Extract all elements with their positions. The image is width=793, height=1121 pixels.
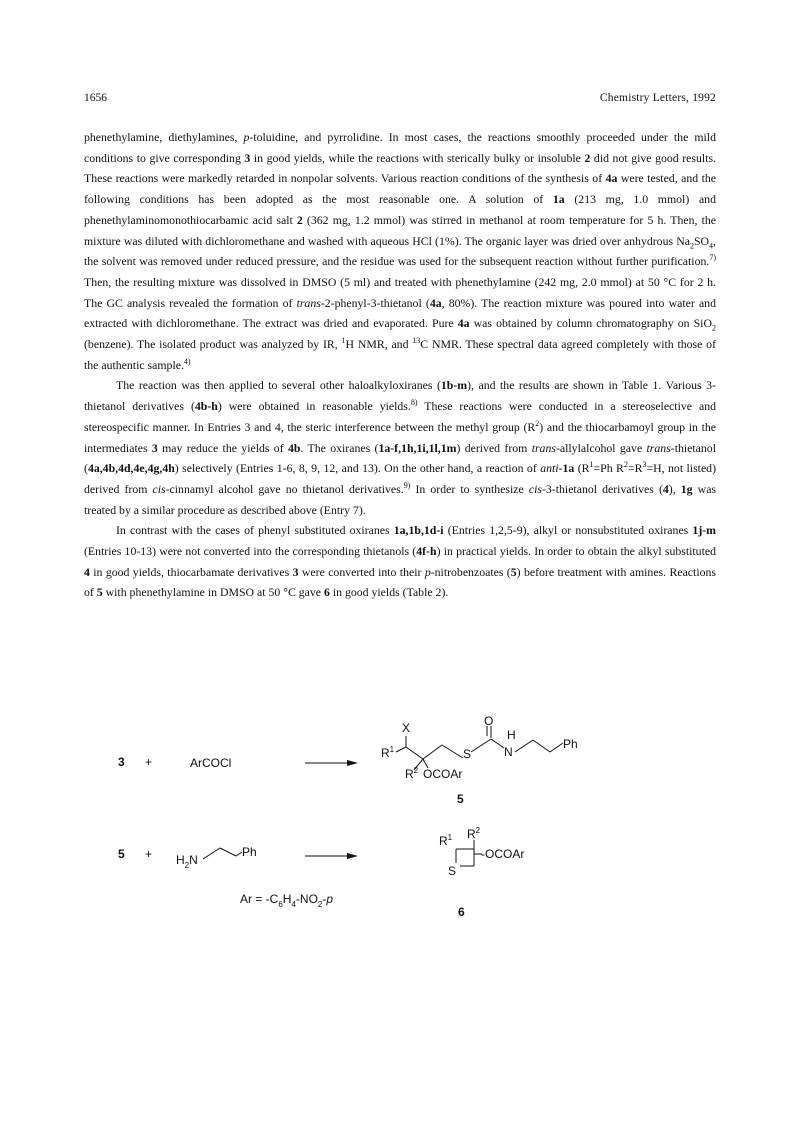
- text-run: 3: [151, 440, 158, 455]
- p6-r1: $R^1$: [439, 833, 453, 848]
- product-6-label: 6: [458, 905, 465, 919]
- text-run: -2-phenyl-3-thietanol (: [320, 295, 430, 310]
- text-run: 9): [403, 481, 411, 491]
- p5-x: X: [402, 721, 411, 735]
- product-5-structure: [381, 714, 578, 781]
- text-run: (362 mg, 1.2 mmol) was stirred in methanol at room temperature for 5 h. Then, the mixture was diluted with dichloromethane and washed with aqueous HCl (1%). The organic layer was dried over anhydrous Na: [84, 212, 716, 248]
- p5-r2: $R^2$: [405, 766, 419, 781]
- text-run: -thietanol (: [84, 440, 716, 476]
- text-run: ) selectively (Entries 1-6, 8, 9, 12, and 13). On the other hand, a reaction of: [174, 461, 541, 476]
- text-run: trans: [296, 295, 321, 310]
- scheme-r1-arrow: [305, 760, 358, 766]
- text-run: 2: [584, 150, 591, 165]
- text-run: (R: [574, 461, 590, 476]
- scheme-r2-reactant-5: 5: [118, 847, 125, 861]
- text-run: cis: [152, 481, 166, 496]
- text-run: ) in practical yields. In order to obtain the alkyl substituted: [436, 544, 716, 559]
- text-run: -allylalcohol gave: [555, 440, 647, 455]
- text-run: cis: [528, 481, 542, 496]
- text-run: 1a: [562, 461, 575, 476]
- amine-ph: Ph: [242, 845, 257, 859]
- text-run: 1b-m: [440, 378, 468, 393]
- text-run: =Ph R: [593, 461, 624, 476]
- text-run: . The oxiranes (: [300, 440, 379, 455]
- text-run: =R: [627, 461, 643, 476]
- text-run: 4: [709, 240, 714, 250]
- text-run: 4: [84, 564, 90, 579]
- scheme-r1-plus: +: [145, 755, 153, 769]
- text-run: 4: [662, 481, 669, 496]
- text-run: were converted into their: [298, 564, 425, 579]
- product-5-label: 5: [457, 792, 464, 806]
- text-run: -toluidine, and pyrrolidine. In most cases, the reactions smoothly proceeded under the mild conditions to give corresponding: [84, 130, 716, 165]
- p5-ocoar: OCOAr: [423, 767, 463, 781]
- text-run: (Entries 10-13) were not converted into the corresponding thietanols (: [84, 544, 417, 559]
- text-run: 1: [341, 336, 346, 346]
- text-run: -: [558, 461, 563, 476]
- text-run: 2: [623, 460, 628, 470]
- text-run: In contrast with the cases of phenyl substituted oxiranes: [116, 523, 394, 538]
- text-run: (213 mg, 1.0 mmol) and phenethylaminomonothiocarbamic acid salt: [84, 192, 716, 227]
- text-run: 3: [244, 150, 251, 165]
- text-run: SO: [693, 233, 710, 248]
- text-run: may reduce the yields of: [157, 440, 288, 455]
- p5-o: O: [484, 714, 494, 728]
- text-run: =H, not listed) derived from: [84, 461, 717, 496]
- text-run: p: [424, 564, 431, 579]
- text-run: in good yields, while the reactions with sterically bulky or insoluble: [250, 150, 585, 165]
- text-run: -cinnamyl alcohol gave no thietanol derivatives.: [165, 481, 404, 496]
- text-run: -3-thietanol derivatives (: [541, 481, 663, 496]
- scheme-r1-arcocl: ArCOCl: [190, 756, 232, 770]
- text-run: The reaction was then applied to several other haloalkyloxiranes (: [116, 378, 441, 393]
- text-run: 3: [642, 460, 647, 470]
- text-run: did not give good results. These reactions were markedly retarded in nonpolar solvents. Various reaction conditions of the synthesis of: [84, 150, 716, 186]
- product-6-structure: [439, 826, 524, 878]
- text-run: 1a,1b,1d-i: [393, 523, 444, 538]
- text-run: ) and the thiocarbamoyl group in the intermediates: [84, 419, 716, 455]
- text-run: ),: [668, 481, 681, 496]
- p5-n: N: [504, 745, 513, 759]
- text-run: in good yields (Table 2).: [329, 585, 449, 600]
- text-run: with phenethylamine in DMSO at 50 °C gave: [102, 585, 324, 600]
- text-run: H NMR, and: [345, 337, 413, 352]
- text-run: (benzene). The isolated product was analyzed by IR,: [84, 337, 342, 352]
- text-run: 2: [296, 212, 303, 227]
- page-number: 1656: [84, 92, 107, 104]
- p5-r1: $R^1$: [381, 745, 395, 760]
- text-run: 1a: [552, 192, 565, 207]
- text-run: 5: [96, 585, 103, 600]
- text-run: , 80%). The reaction mixture was poured into water and extracted with dichloromethane. The extract was dried and evaporated. Pure: [84, 295, 716, 331]
- journal-name: Chemistry Letters, 1992: [599, 92, 716, 104]
- text-run: ) derived from: [456, 440, 532, 455]
- text-run: 1a-f,1h,1i,1l,1m: [378, 440, 457, 455]
- text-run: trans: [531, 440, 556, 455]
- ar-definition: $Ar = -C_6H_4-NO_2-p$: [240, 892, 334, 909]
- text-run: These reactions were conducted in a stereoselective and stereospecific manner. In Entries 3 and 4, the steric interference between the methyl group (R: [84, 399, 716, 434]
- text-run: in good yields, thiocarbamate derivatives: [89, 564, 293, 579]
- text-run: 4b-h: [194, 399, 218, 414]
- text-run: 2: [711, 323, 716, 333]
- text-run: 7): [709, 253, 716, 263]
- text-run: 4a,4b,4d,4e,4g,4h: [87, 461, 175, 476]
- amine-chain: [203, 848, 242, 859]
- p6-r2: $R^2$: [467, 826, 481, 841]
- text-run: C NMR. These spectral data agreed completely with those of the authentic sample.: [84, 337, 716, 372]
- text-run: 4f-h: [416, 544, 437, 559]
- scheme-r2-plus: +: [145, 847, 153, 861]
- text-run: 3: [292, 564, 299, 579]
- text-run: In order to synthesize: [410, 481, 529, 496]
- text-run: 6: [323, 585, 330, 600]
- p5-s: S: [463, 747, 472, 761]
- text-run: phenethylamine, diethylamines,: [84, 130, 244, 144]
- text-run: 5: [510, 564, 517, 579]
- text-run: p: [243, 130, 250, 144]
- text-run: 4a: [605, 171, 618, 186]
- text-run: ), and the results are shown in Table 1. Various 3-thietanol derivatives (: [84, 378, 716, 414]
- text-run: was treated by a similar procedure as described above (Entry 7).: [84, 481, 717, 517]
- text-run: 8): [410, 398, 418, 408]
- text-run: anti: [540, 461, 559, 476]
- amine-h2n: $H_2N$: [176, 853, 198, 870]
- text-run: 1: [589, 460, 594, 470]
- text-run: , the solvent was removed under reduced pressure, and the residue was used for the subsequent reaction without further purification.: [84, 233, 716, 269]
- p6-s: S: [448, 864, 457, 878]
- text-run: 2: [689, 240, 694, 250]
- text-run: 1g: [680, 481, 693, 496]
- text-run: trans: [646, 440, 671, 455]
- text-run: -nitrobenzoates (: [430, 564, 511, 579]
- scheme-r2-arrow: [305, 853, 358, 859]
- p5-h: H: [507, 728, 516, 742]
- text-run: were tested, and the following conditions has been adopted as the most reasonable one. A solution of: [84, 171, 716, 207]
- text-run: ) were obtained in reasonable yields.: [217, 399, 411, 414]
- text-run: 4): [183, 356, 191, 366]
- text-run: 4a: [457, 316, 470, 331]
- text-run: (Entries 1,2,5-9), alkyl or nonsubstituted oxiranes: [443, 523, 693, 538]
- p5-ph: Ph: [563, 737, 578, 751]
- scheme-r1-reactant-3: 3: [118, 755, 125, 769]
- text-run: Then, the resulting mixture was dissolved in DMSO (5 ml) and treated with phenethylamine (242 mg, 2.0 mmol) at 50 °C for 2 h. The GC analysis revealed the formation of: [84, 274, 716, 310]
- text-run: 13: [412, 336, 421, 346]
- text-run: ) before treatment with amines. Reactions of: [84, 564, 716, 600]
- text-run: 4a: [429, 295, 442, 310]
- text-run: was obtained by column chromatography on SiO: [469, 316, 712, 331]
- text-run: 2: [535, 418, 540, 428]
- p6-ocoar: -OCOAr: [481, 847, 525, 861]
- text-run: 1j-m: [692, 523, 717, 538]
- text-run: 4b: [287, 440, 301, 455]
